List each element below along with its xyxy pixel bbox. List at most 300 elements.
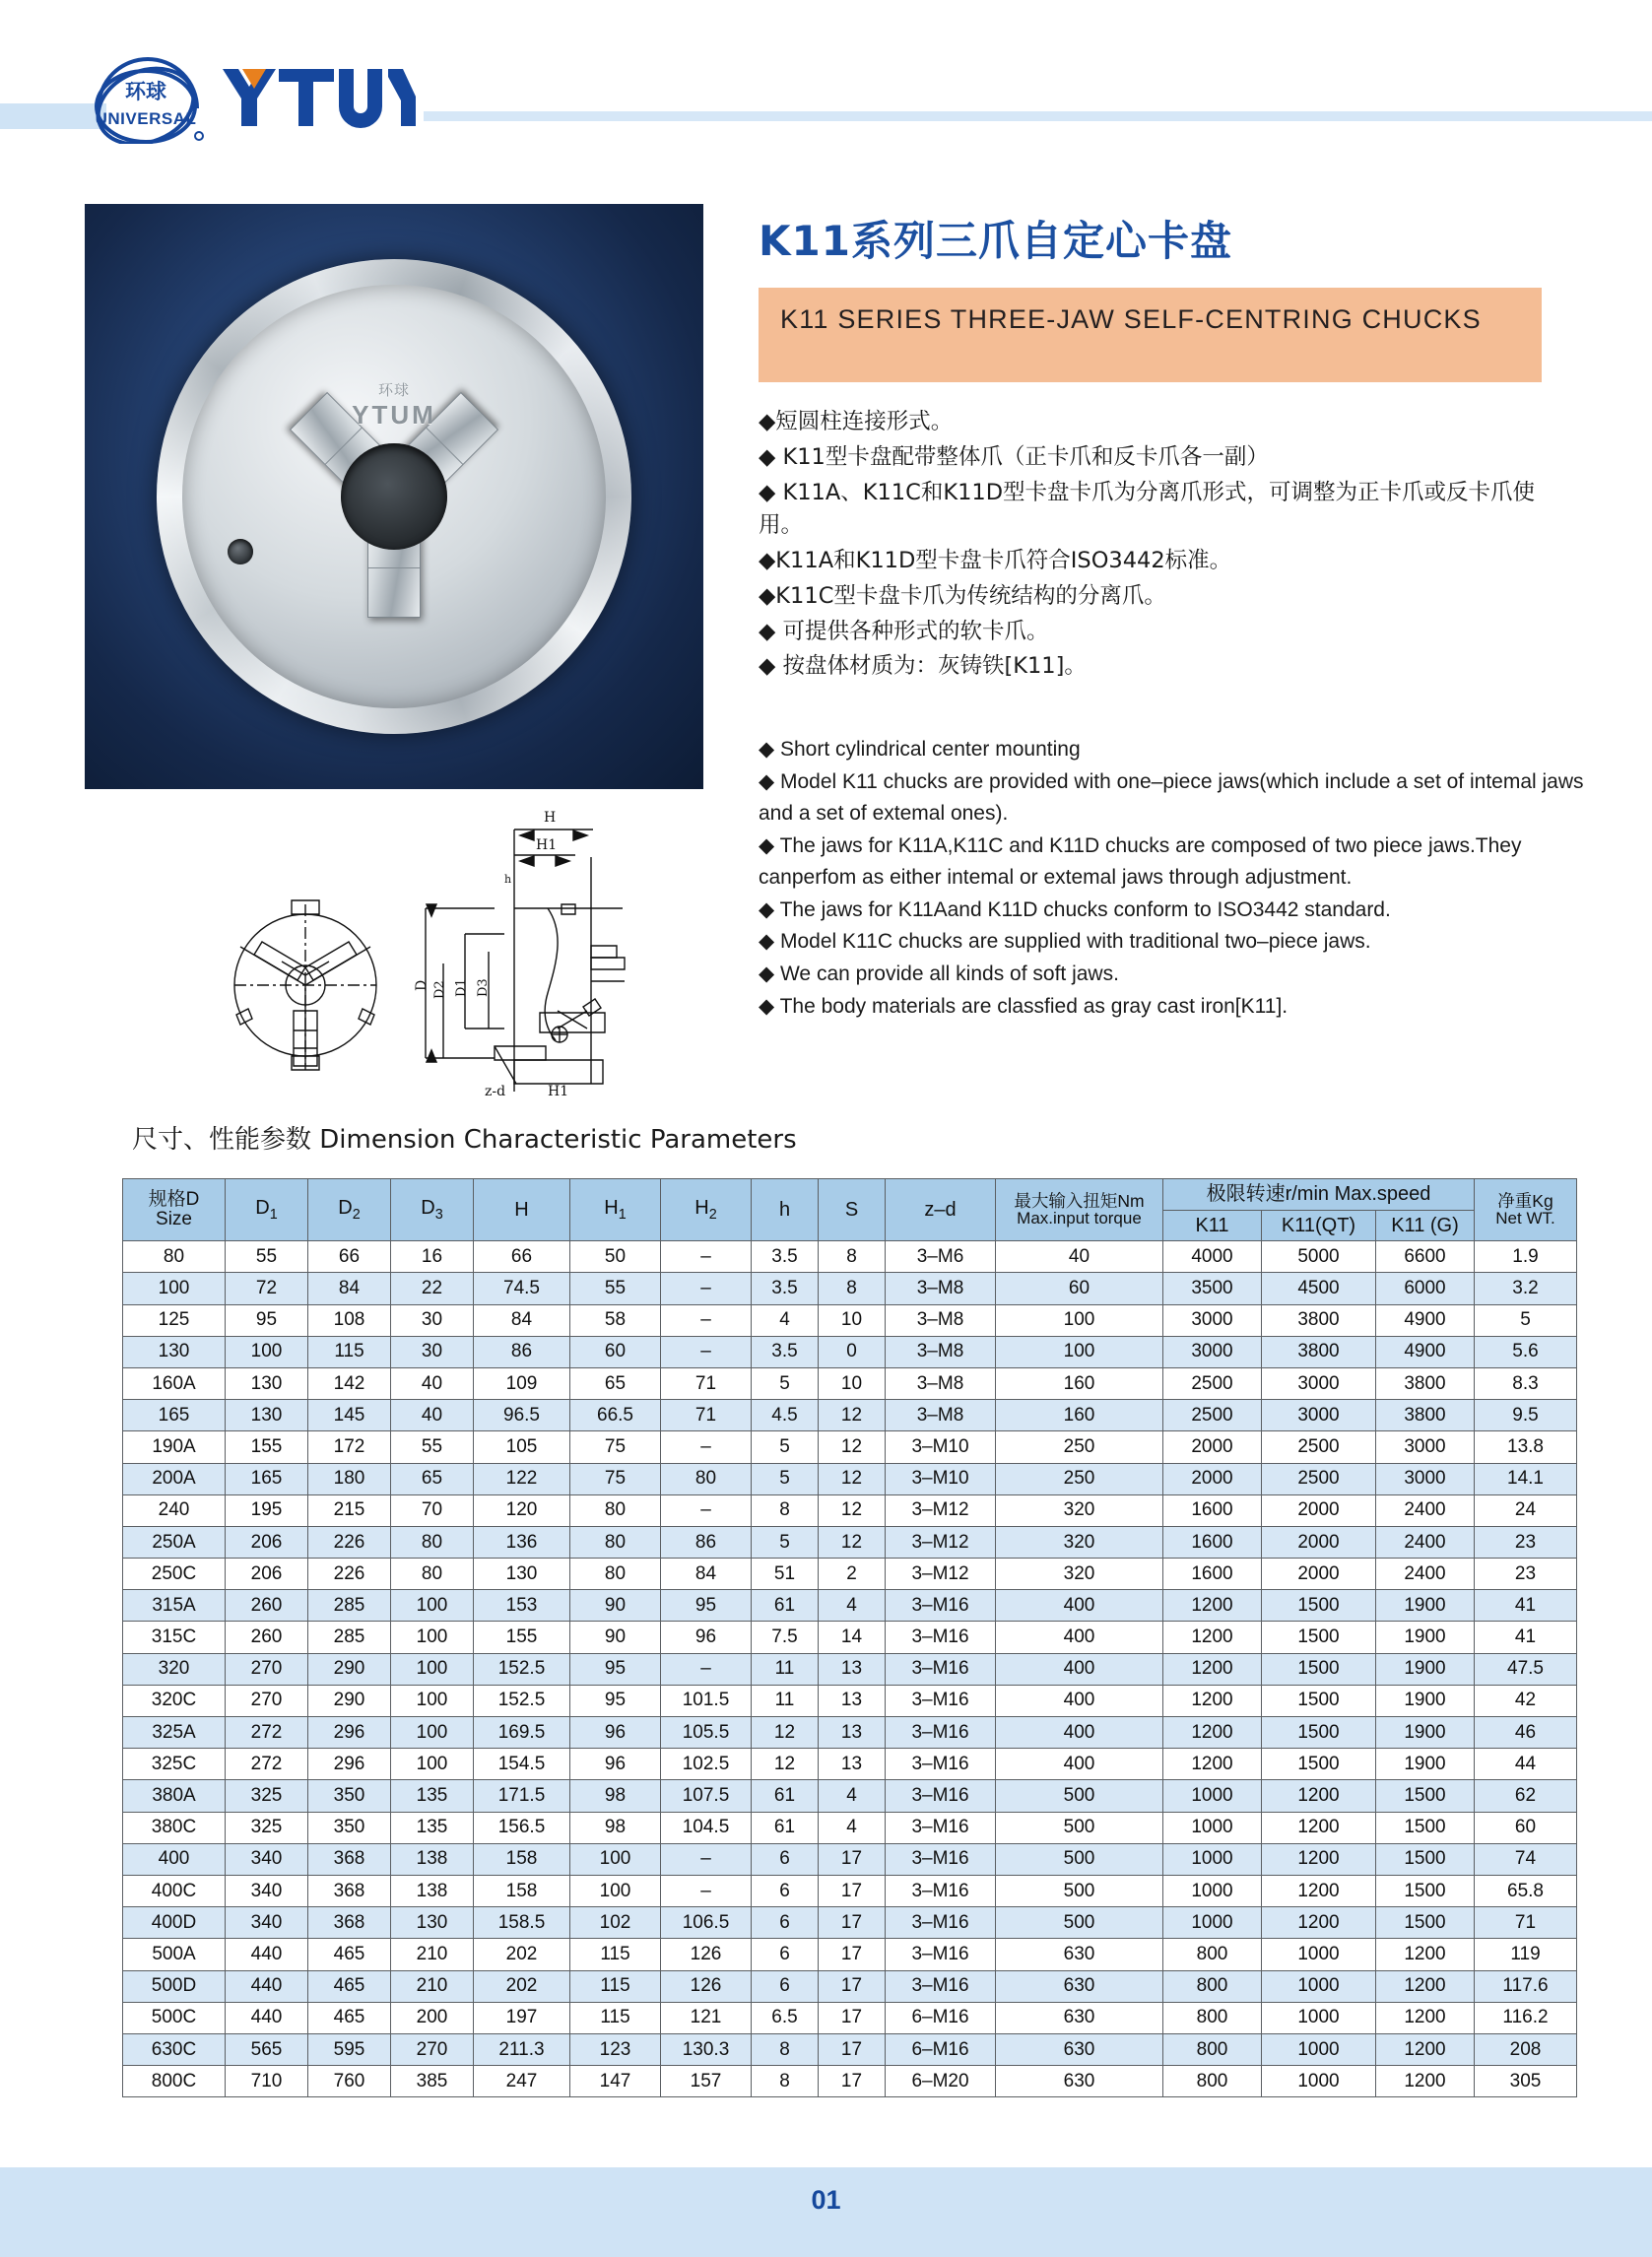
features-list-cn bbox=[759, 406, 1576, 686]
globe-cn-text: 环球 bbox=[125, 80, 166, 103]
table-cell: 100 bbox=[996, 1336, 1163, 1367]
table-cell: 1000 bbox=[1163, 1907, 1262, 1939]
table-cell: 61 bbox=[752, 1780, 819, 1812]
table-cell: 11 bbox=[752, 1653, 819, 1685]
table-cell: – bbox=[661, 1273, 752, 1304]
table-cell-size: 160A bbox=[123, 1367, 226, 1399]
table-cell: 3–M16 bbox=[886, 1970, 996, 2002]
table-cell-size: 400C bbox=[123, 1875, 226, 1906]
table-cell: 1900 bbox=[1376, 1749, 1475, 1780]
table-cell: 4900 bbox=[1376, 1336, 1475, 1367]
col-header-k11: K11 bbox=[1163, 1211, 1262, 1241]
table-cell: 13 bbox=[819, 1685, 886, 1716]
table-cell: 3800 bbox=[1376, 1367, 1475, 1399]
table-cell: 80 bbox=[391, 1559, 474, 1590]
table-cell: 13 bbox=[819, 1717, 886, 1749]
table-cell: 4 bbox=[819, 1590, 886, 1622]
table-cell: 400 bbox=[996, 1749, 1163, 1780]
table-cell: 800 bbox=[1163, 2033, 1262, 2065]
table-cell: 44 bbox=[1475, 1749, 1577, 1780]
table-cell: 1000 bbox=[1163, 1780, 1262, 1812]
table-cell: 3800 bbox=[1262, 1304, 1376, 1336]
table-cell: 157 bbox=[661, 2066, 752, 2097]
table-cell: 100 bbox=[391, 1622, 474, 1653]
table-cell: 75 bbox=[570, 1431, 661, 1463]
table-cell: 126 bbox=[661, 1970, 752, 2002]
table-cell: 2000 bbox=[1262, 1494, 1376, 1526]
table-cell: 74 bbox=[1475, 1843, 1577, 1875]
chuck-bore bbox=[341, 443, 447, 550]
table-cell: 4900 bbox=[1376, 1304, 1475, 1336]
table-cell-size: 250A bbox=[123, 1526, 226, 1558]
table-cell: 272 bbox=[226, 1749, 308, 1780]
table-cell: 98 bbox=[570, 1780, 661, 1812]
feature-item-en: ◆ Model K11C chucks are supplied with traditional two–piece jaws. bbox=[759, 930, 1371, 954]
table-cell: 2000 bbox=[1163, 1463, 1262, 1494]
table-cell: 96 bbox=[661, 1622, 752, 1653]
table-cell: 368 bbox=[308, 1843, 391, 1875]
table-cell: 6 bbox=[752, 1907, 819, 1939]
table-cell: 90 bbox=[570, 1622, 661, 1653]
table-cell: 130 bbox=[474, 1559, 570, 1590]
col-header-h: H bbox=[474, 1179, 570, 1241]
table-cell: 1200 bbox=[1376, 1939, 1475, 1970]
table-row bbox=[123, 1367, 1577, 1399]
table-cell: 3.5 bbox=[752, 1241, 819, 1273]
table-cell: 3–M16 bbox=[886, 1780, 996, 1812]
col-header-d2: $D_2$ bbox=[308, 1179, 391, 1241]
table-cell: 440 bbox=[226, 1939, 308, 1970]
table-cell: 123 bbox=[570, 2033, 661, 2065]
table-cell-size: 500D bbox=[123, 1970, 226, 2002]
table-cell: 12 bbox=[819, 1431, 886, 1463]
table-cell: 74.5 bbox=[474, 1273, 570, 1304]
table-row bbox=[123, 1812, 1577, 1843]
table-cell: 7.5 bbox=[752, 1622, 819, 1653]
chuck-key-hole bbox=[228, 539, 253, 564]
table-cell: 135 bbox=[391, 1812, 474, 1843]
table-cell: 400 bbox=[996, 1590, 1163, 1622]
table-cell: 250 bbox=[996, 1463, 1163, 1494]
table-cell: 86 bbox=[474, 1336, 570, 1367]
table-cell-size: 800C bbox=[123, 2066, 226, 2097]
table-cell: 121 bbox=[661, 2002, 752, 2033]
table-cell: 500 bbox=[996, 1843, 1163, 1875]
table-row bbox=[123, 1970, 1577, 2002]
table-cell: 465 bbox=[308, 1939, 391, 1970]
table-cell-size: 165 bbox=[123, 1400, 226, 1431]
table-cell: 226 bbox=[308, 1559, 391, 1590]
table-cell-size: 500A bbox=[123, 1939, 226, 1970]
table-cell: 1000 bbox=[1163, 1812, 1262, 1843]
table-cell: 80 bbox=[570, 1526, 661, 1558]
table-cell: – bbox=[661, 1241, 752, 1273]
table-cell: 47.5 bbox=[1475, 1653, 1577, 1685]
table-cell: 1500 bbox=[1262, 1685, 1376, 1716]
table-cell: 1000 bbox=[1262, 2002, 1376, 2033]
table-cell: 100 bbox=[996, 1304, 1163, 1336]
table-cell: 340 bbox=[226, 1843, 308, 1875]
table-cell: 270 bbox=[226, 1653, 308, 1685]
table-cell: 3–M10 bbox=[886, 1431, 996, 1463]
table-cell: 120 bbox=[474, 1494, 570, 1526]
table-cell: 12 bbox=[819, 1463, 886, 1494]
table-cell: 62 bbox=[1475, 1780, 1577, 1812]
table-cell: 1500 bbox=[1262, 1653, 1376, 1685]
table-cell: 98 bbox=[570, 1812, 661, 1843]
table-cell-size: 630C bbox=[123, 2033, 226, 2065]
table-cell: 17 bbox=[819, 1970, 886, 2002]
table-row bbox=[123, 2002, 1577, 2033]
table-cell: 58 bbox=[570, 1304, 661, 1336]
table-cell: 630 bbox=[996, 1939, 1163, 1970]
table-cell: 106.5 bbox=[661, 1907, 752, 1939]
table-cell: 3000 bbox=[1376, 1463, 1475, 1494]
table-cell: 41 bbox=[1475, 1590, 1577, 1622]
table-cell: 2000 bbox=[1262, 1526, 1376, 1558]
table-cell: 630 bbox=[996, 2066, 1163, 2097]
table-cell-size: 320 bbox=[123, 1653, 226, 1685]
table-cell: 3–M16 bbox=[886, 1907, 996, 1939]
table-cell: 6–M16 bbox=[886, 2033, 996, 2065]
table-cell: 130.3 bbox=[661, 2033, 752, 2065]
chuck-emblem-cn: 环球 bbox=[377, 382, 410, 399]
table-cell: 1500 bbox=[1376, 1875, 1475, 1906]
table-cell: 138 bbox=[391, 1875, 474, 1906]
table-cell: 1500 bbox=[1262, 1717, 1376, 1749]
table-cell: – bbox=[661, 1431, 752, 1463]
col-header-s: S bbox=[819, 1179, 886, 1241]
table-cell: 3.2 bbox=[1475, 1273, 1577, 1304]
table-cell: 385 bbox=[391, 2066, 474, 2097]
table-cell: 1500 bbox=[1376, 1780, 1475, 1812]
table-row bbox=[123, 2066, 1577, 2097]
table-cell: 800 bbox=[1163, 1939, 1262, 1970]
table-cell: 116.2 bbox=[1475, 2002, 1577, 2033]
table-cell: 80 bbox=[661, 1463, 752, 1494]
page-number: 01 bbox=[811, 2185, 841, 2215]
table-cell: 3–M16 bbox=[886, 1653, 996, 1685]
company-logo bbox=[85, 49, 410, 146]
table-cell: 156.5 bbox=[474, 1812, 570, 1843]
table-cell: 3800 bbox=[1376, 1400, 1475, 1431]
table-cell: 8.3 bbox=[1475, 1367, 1577, 1399]
table-cell: 465 bbox=[308, 2002, 391, 2033]
table-cell: 3000 bbox=[1262, 1367, 1376, 1399]
table-cell: 2 bbox=[819, 1559, 886, 1590]
table-cell: 155 bbox=[226, 1431, 308, 1463]
table-cell: 172 bbox=[308, 1431, 391, 1463]
table-cell: 3–M10 bbox=[886, 1463, 996, 1494]
drawing-label-H1-bottom: H1 bbox=[548, 1084, 569, 1099]
table-cell: 96 bbox=[570, 1749, 661, 1780]
table-cell: 3–M12 bbox=[886, 1494, 996, 1526]
table-cell-size: 325A bbox=[123, 1717, 226, 1749]
table-cell: 84 bbox=[308, 1273, 391, 1304]
table-cell: 71 bbox=[1475, 1907, 1577, 1939]
table-cell: 115 bbox=[570, 1970, 661, 2002]
table-cell: 2500 bbox=[1262, 1431, 1376, 1463]
table-cell: 270 bbox=[226, 1685, 308, 1716]
table-cell: 95 bbox=[226, 1304, 308, 1336]
feature-item-en: ◆ Short cylindrical center mounting bbox=[759, 738, 1081, 761]
table-cell: 272 bbox=[226, 1717, 308, 1749]
table-cell: 3500 bbox=[1163, 1273, 1262, 1304]
chuck-face bbox=[182, 285, 606, 708]
table-cell: 102.5 bbox=[661, 1749, 752, 1780]
table-cell: 800 bbox=[1163, 1970, 1262, 2002]
table-cell: 320 bbox=[996, 1494, 1163, 1526]
table-cell: 296 bbox=[308, 1749, 391, 1780]
table-cell: 86 bbox=[661, 1526, 752, 1558]
table-cell: 22 bbox=[391, 1273, 474, 1304]
table-cell-size: 200A bbox=[123, 1463, 226, 1494]
drawing-label-D1: D1 bbox=[454, 978, 469, 997]
table-cell: 55 bbox=[226, 1241, 308, 1273]
table-cell: 1500 bbox=[1376, 1843, 1475, 1875]
table-cell: 84 bbox=[661, 1559, 752, 1590]
table-cell: 55 bbox=[570, 1273, 661, 1304]
table-cell: 1000 bbox=[1262, 2033, 1376, 2065]
table-cell: 4000 bbox=[1163, 1241, 1262, 1273]
table-cell: 3–M12 bbox=[886, 1559, 996, 1590]
table-cell: 95 bbox=[570, 1685, 661, 1716]
table-cell: 104.5 bbox=[661, 1812, 752, 1843]
table-cell: 1200 bbox=[1163, 1749, 1262, 1780]
table-cell: 3000 bbox=[1163, 1336, 1262, 1367]
table-cell: 23 bbox=[1475, 1559, 1577, 1590]
table-cell: 8 bbox=[819, 1241, 886, 1273]
table-cell: 135 bbox=[391, 1780, 474, 1812]
table-cell-size: 100 bbox=[123, 1273, 226, 1304]
table-cell: 1000 bbox=[1262, 2066, 1376, 2097]
table-cell: 95 bbox=[570, 1653, 661, 1685]
table-cell: 290 bbox=[308, 1653, 391, 1685]
table-cell: 760 bbox=[308, 2066, 391, 2097]
table-cell: 96.5 bbox=[474, 1400, 570, 1431]
table-cell: 260 bbox=[226, 1590, 308, 1622]
table-cell: 1200 bbox=[1262, 1907, 1376, 1939]
table-cell: 2000 bbox=[1163, 1431, 1262, 1463]
table-cell: 142 bbox=[308, 1367, 391, 1399]
table-row bbox=[123, 1559, 1577, 1590]
table-cell: 290 bbox=[308, 1685, 391, 1716]
table-cell: 14.1 bbox=[1475, 1463, 1577, 1494]
table-row bbox=[123, 1939, 1577, 1970]
table-cell: 24 bbox=[1475, 1494, 1577, 1526]
table-cell: 152.5 bbox=[474, 1653, 570, 1685]
table-cell-size: 380A bbox=[123, 1780, 226, 1812]
table-cell: 60 bbox=[996, 1273, 1163, 1304]
table-cell: 136 bbox=[474, 1526, 570, 1558]
table-cell-size: 380C bbox=[123, 1812, 226, 1843]
table-cell: 17 bbox=[819, 1843, 886, 1875]
table-cell: 500 bbox=[996, 1875, 1163, 1906]
globe-en-text: UNIVERSAL bbox=[95, 109, 197, 128]
col-header-h-small: h bbox=[752, 1179, 819, 1241]
table-cell: 5 bbox=[752, 1463, 819, 1494]
table-cell-size: 250C bbox=[123, 1559, 226, 1590]
table-cell: 5 bbox=[752, 1431, 819, 1463]
table-cell: 1200 bbox=[1163, 1717, 1262, 1749]
table-cell: 260 bbox=[226, 1622, 308, 1653]
table-row bbox=[123, 1400, 1577, 1431]
table-cell: 100 bbox=[570, 1875, 661, 1906]
product-photo bbox=[85, 204, 703, 789]
table-cell: 4500 bbox=[1262, 1273, 1376, 1304]
table-cell: 210 bbox=[391, 1970, 474, 2002]
table-cell: 630 bbox=[996, 1970, 1163, 2002]
table-cell: 4 bbox=[819, 1812, 886, 1843]
table-cell: 440 bbox=[226, 2002, 308, 2033]
table-cell: – bbox=[661, 1653, 752, 1685]
table-row bbox=[123, 1780, 1577, 1812]
technical-drawing bbox=[197, 788, 690, 1103]
table-cell: 1900 bbox=[1376, 1622, 1475, 1653]
table-cell: 3.5 bbox=[752, 1273, 819, 1304]
table-cell: 158.5 bbox=[474, 1907, 570, 1939]
table-cell: 1900 bbox=[1376, 1590, 1475, 1622]
drawing-label-z-d: z-d bbox=[485, 1084, 506, 1099]
col-header-max-torque: 最大输入扭矩Nm Max.input torque bbox=[996, 1179, 1163, 1241]
table-cell: 206 bbox=[226, 1559, 308, 1590]
table-cell: 4 bbox=[819, 1780, 886, 1812]
feature-item-en: ◆ The body materials are classfied as gray cast iron[K11]. bbox=[759, 995, 1289, 1019]
table-cell: 75 bbox=[570, 1463, 661, 1494]
table-cell-size: 80 bbox=[123, 1241, 226, 1273]
col-header-k11qt: K11(QT) bbox=[1262, 1211, 1376, 1241]
table-cell: 247 bbox=[474, 2066, 570, 2097]
table-cell-size: 400 bbox=[123, 1843, 226, 1875]
table-cell: 340 bbox=[226, 1907, 308, 1939]
table-cell: 465 bbox=[308, 1970, 391, 2002]
table-row bbox=[123, 1526, 1577, 1558]
table-cell: 65 bbox=[391, 1463, 474, 1494]
table-row bbox=[123, 1717, 1577, 1749]
table-cell: 100 bbox=[391, 1590, 474, 1622]
table-cell: 350 bbox=[308, 1812, 391, 1843]
table-cell: – bbox=[661, 1494, 752, 1526]
table-cell-size: 130 bbox=[123, 1336, 226, 1367]
table-row bbox=[123, 1653, 1577, 1685]
page-title-en: K11 SERIES THREE-JAW SELF-CENTRING CHUCKS bbox=[780, 304, 1482, 334]
table-cell: 2500 bbox=[1163, 1367, 1262, 1399]
table-cell: 3–M8 bbox=[886, 1367, 996, 1399]
globe-icon bbox=[85, 53, 213, 144]
table-cell: 180 bbox=[308, 1463, 391, 1494]
features-list-en bbox=[759, 734, 1586, 1024]
table-cell: 1200 bbox=[1163, 1590, 1262, 1622]
table-cell: 285 bbox=[308, 1622, 391, 1653]
feature-item-cn: ◆ K11型卡盘配带整体爪（正卡爪和反卡爪各一副） bbox=[759, 443, 1269, 470]
table-cell: 80 bbox=[391, 1526, 474, 1558]
table-cell: 250 bbox=[996, 1431, 1163, 1463]
table-cell: 6000 bbox=[1376, 1273, 1475, 1304]
title-banner bbox=[759, 288, 1542, 382]
table-cell: 1200 bbox=[1262, 1843, 1376, 1875]
table-cell: 14 bbox=[819, 1622, 886, 1653]
ytum-wordmark-icon bbox=[223, 67, 416, 128]
table-cell: 100 bbox=[226, 1336, 308, 1367]
table-cell: 202 bbox=[474, 1970, 570, 2002]
table-cell: 115 bbox=[570, 1939, 661, 1970]
table-cell: 800 bbox=[1163, 2066, 1262, 2097]
table-row bbox=[123, 1431, 1577, 1463]
table-cell: 60 bbox=[1475, 1812, 1577, 1843]
table-cell: 710 bbox=[226, 2066, 308, 2097]
table-cell: 1500 bbox=[1376, 1907, 1475, 1939]
spec-table-wrapper bbox=[122, 1178, 1555, 2097]
table-cell: 368 bbox=[308, 1875, 391, 1906]
table-cell: 105.5 bbox=[661, 1717, 752, 1749]
table-row bbox=[123, 1875, 1577, 1906]
feature-item-cn: ◆短圆柱连接形式。 bbox=[759, 409, 954, 434]
table-cell: 10 bbox=[819, 1304, 886, 1336]
table-cell: 6–M16 bbox=[886, 2002, 996, 2033]
table-cell: 42 bbox=[1475, 1685, 1577, 1716]
table-cell: 800 bbox=[1163, 2002, 1262, 2033]
table-cell: 65 bbox=[570, 1367, 661, 1399]
table-cell: 16 bbox=[391, 1241, 474, 1273]
table-cell: 1000 bbox=[1163, 1843, 1262, 1875]
table-cell: 340 bbox=[226, 1875, 308, 1906]
table-cell: 115 bbox=[308, 1336, 391, 1367]
table-cell: 153 bbox=[474, 1590, 570, 1622]
table-cell: 100 bbox=[391, 1685, 474, 1716]
table-cell: 8 bbox=[752, 2033, 819, 2065]
table-cell: 195 bbox=[226, 1494, 308, 1526]
table-cell: 13 bbox=[819, 1749, 886, 1780]
table-cell: 40 bbox=[996, 1241, 1163, 1273]
table-cell: 2400 bbox=[1376, 1494, 1475, 1526]
table-cell: 154.5 bbox=[474, 1749, 570, 1780]
table-cell: 84 bbox=[474, 1304, 570, 1336]
table-cell: 325 bbox=[226, 1812, 308, 1843]
table-cell: 400 bbox=[996, 1653, 1163, 1685]
col-header-h2: $H_2$ bbox=[661, 1179, 752, 1241]
feature-item-en: ◆ The jaws for K11A,K11C and K11D chucks are composed of two piece jaws.They canperfom as either intemal or extemal jaws through adjustment. bbox=[759, 833, 1522, 889]
table-cell: 115 bbox=[570, 2002, 661, 2033]
table-cell: 105 bbox=[474, 1431, 570, 1463]
table-cell: 197 bbox=[474, 2002, 570, 2033]
header-accent-right bbox=[424, 111, 1652, 121]
table-cell: 17 bbox=[819, 2002, 886, 2033]
col-header-size: 规格D Size bbox=[123, 1179, 226, 1241]
table-cell: 1200 bbox=[1163, 1653, 1262, 1685]
col-header-d3: $D_3$ bbox=[391, 1179, 474, 1241]
table-cell: 1000 bbox=[1163, 1875, 1262, 1906]
table-cell: 17 bbox=[819, 2066, 886, 2097]
col-header-k11g: K11 (G) bbox=[1376, 1211, 1475, 1241]
table-cell: 23 bbox=[1475, 1526, 1577, 1558]
table-cell: 100 bbox=[391, 1653, 474, 1685]
table-row bbox=[123, 1749, 1577, 1780]
table-cell: 6 bbox=[752, 1843, 819, 1875]
table-cell: 12 bbox=[819, 1526, 886, 1558]
table-cell: 2400 bbox=[1376, 1559, 1475, 1590]
drawing-label-H: H bbox=[544, 810, 557, 826]
table-cell: 6 bbox=[752, 1875, 819, 1906]
feature-item-en: ◆ The jaws for K11Aand K11D chucks conform to ISO3442 standard. bbox=[759, 897, 1391, 921]
table-cell: 12 bbox=[819, 1400, 886, 1431]
table-cell: 80 bbox=[570, 1559, 661, 1590]
table-cell: 60 bbox=[570, 1336, 661, 1367]
table-cell-size: 400D bbox=[123, 1907, 226, 1939]
table-cell: 3000 bbox=[1376, 1431, 1475, 1463]
table-cell: 6.5 bbox=[752, 2002, 819, 2033]
table-cell: 117.6 bbox=[1475, 1970, 1577, 2002]
table-cell: 3–M16 bbox=[886, 1812, 996, 1843]
